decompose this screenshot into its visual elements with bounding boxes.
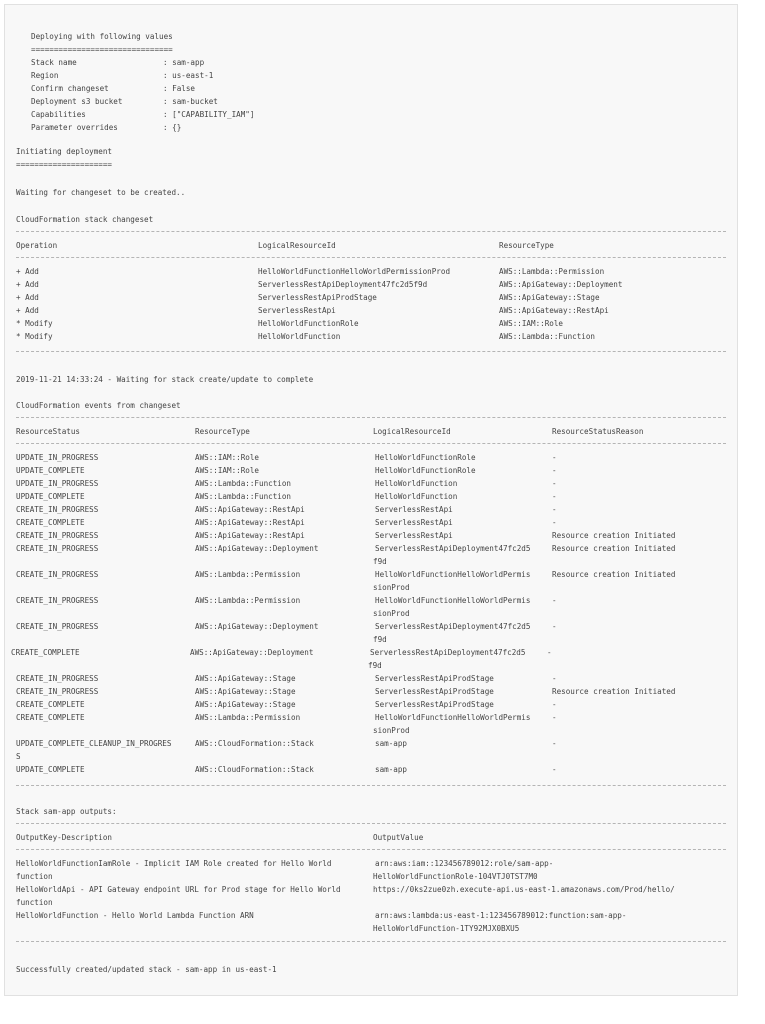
events-cell: ServerlessRestApiProdStage	[375, 674, 494, 683]
events-cell: ServerlessRestApiProdStage	[375, 687, 494, 696]
deploy-param-key: Deployment s3 bucket	[31, 97, 123, 106]
events-cell: ServerlessRestApi	[375, 505, 453, 514]
changeset-cell: AWS::ApiGateway::RestApi	[499, 306, 609, 315]
events-cell: Resource creation Initiated	[552, 570, 676, 579]
changeset-cell: AWS::IAM::Role	[499, 319, 564, 328]
events-cell: AWS::ApiGateway::RestApi	[195, 505, 305, 514]
events-cell: AWS::ApiGateway::RestApi	[195, 531, 305, 540]
events-cell: AWS::IAM::Role	[195, 453, 260, 462]
events-cell: AWS::ApiGateway::Deployment	[195, 544, 319, 553]
events-cell-wrap: sionProd	[373, 726, 410, 735]
changeset-cell: + Add	[16, 280, 39, 289]
changeset-cell: * Modify	[16, 332, 53, 341]
deploy-param-key: Stack name	[31, 58, 77, 67]
deploy-param-key: Confirm changeset	[31, 84, 109, 93]
output-key: function	[16, 898, 53, 907]
events-cell: HelloWorldFunction	[375, 492, 458, 501]
events-cell: ServerlessRestApiDeployment47fc2d5	[375, 622, 531, 631]
changeset-cell: + Add	[16, 306, 39, 315]
outputs-separator	[16, 941, 726, 942]
events-cell: HelloWorldFunctionRole	[375, 466, 476, 475]
events-cell: CREATE_IN_PROGRESS	[16, 687, 99, 696]
events-cell: -	[552, 700, 557, 709]
deploy-param-value: : us-east-1	[163, 71, 214, 80]
events-cell: ServerlessRestApi	[375, 531, 453, 540]
changeset-separator	[16, 257, 726, 258]
changeset-cell: HelloWorldFunctionRole	[258, 319, 359, 328]
changeset-cell: + Add	[16, 267, 39, 276]
events-cell: AWS::ApiGateway::Deployment	[190, 648, 314, 657]
events-cell: UPDATE_COMPLETE	[16, 765, 85, 774]
events-separator	[16, 417, 726, 418]
events-cell: AWS::ApiGateway::Stage	[195, 687, 296, 696]
events-header: ResourceType	[195, 427, 250, 436]
events-cell-wrap: f9d	[373, 635, 387, 644]
output-value: https://0ks2zue0zh.execute-api.us-east-1.amazonaws.com/Prod/hello/	[373, 885, 675, 894]
changeset-cell: * Modify	[16, 319, 53, 328]
deploy-param-value: : ["CAPABILITY_IAM"]	[163, 110, 255, 119]
output-value: arn:aws:iam::123456789012:role/sam-app-	[375, 859, 554, 868]
events-cell: CREATE_IN_PROGRESS	[16, 531, 99, 540]
events-cell: AWS::CloudFormation::Stack	[195, 765, 314, 774]
events-cell: UPDATE_COMPLETE_CLEANUP_IN_PROGRES	[16, 739, 172, 748]
changeset-cell: AWS::Lambda::Function	[499, 332, 596, 341]
changeset-title: CloudFormation stack changeset	[16, 215, 154, 224]
events-cell: CREATE_IN_PROGRESS	[16, 596, 99, 605]
events-cell: AWS::ApiGateway::Stage	[195, 700, 296, 709]
events-cell-wrap: S	[16, 752, 21, 761]
output-value: HelloWorldFunction-1TY92MJX0BXU5	[373, 924, 520, 933]
events-cell: Resource creation Initiated	[552, 544, 676, 553]
changeset-header: ResourceType	[499, 241, 554, 250]
initiating-underline: =====================	[16, 160, 113, 169]
events-header: ResourceStatus	[16, 427, 81, 436]
waiting-changeset: Waiting for changeset to be created..	[16, 188, 186, 197]
events-cell: sam-app	[375, 765, 408, 774]
events-cell: AWS::Lambda::Permission	[195, 713, 301, 722]
outputs-title: Stack sam-app outputs:	[16, 807, 117, 816]
events-cell: AWS::Lambda::Function	[195, 492, 292, 501]
events-cell: ServerlessRestApiDeployment47fc2d5	[375, 544, 531, 553]
changeset-separator	[16, 351, 726, 352]
events-cell: AWS::IAM::Role	[195, 466, 260, 475]
deploy-header: Deploying with following values	[31, 32, 173, 41]
outputs-header: OutputKey-Description	[16, 833, 113, 842]
events-cell: CREATE_COMPLETE	[16, 518, 85, 527]
deploy-underline: ===============================	[31, 45, 173, 54]
events-cell: CREATE_IN_PROGRESS	[16, 570, 99, 579]
events-cell: ServerlessRestApi	[375, 518, 453, 527]
events-cell: -	[552, 479, 557, 488]
outputs-header: OutputValue	[373, 833, 424, 842]
events-cell: ServerlessRestApiProdStage	[375, 700, 494, 709]
changeset-cell: AWS::ApiGateway::Deployment	[499, 280, 623, 289]
output-value: HelloWorldFunctionRole-104VTJ0TST7M0	[373, 872, 538, 881]
output-key: HelloWorldFunction - Hello World Lambda Function ARN	[16, 911, 254, 920]
events-cell: CREATE_IN_PROGRESS	[16, 544, 99, 553]
changeset-cell: HelloWorldFunction	[258, 332, 341, 341]
events-cell: ServerlessRestApiDeployment47fc2d5	[370, 648, 526, 657]
changeset-cell: ServerlessRestApi	[258, 306, 336, 315]
events-cell: -	[552, 622, 557, 631]
events-separator	[16, 443, 726, 444]
events-cell: CREATE_COMPLETE	[16, 700, 85, 709]
changeset-cell: AWS::ApiGateway::Stage	[499, 293, 600, 302]
changeset-cell: AWS::Lambda::Permission	[499, 267, 605, 276]
events-cell: -	[547, 648, 552, 657]
changeset-header: Operation	[16, 241, 58, 250]
deploy-param-key: Region	[31, 71, 59, 80]
events-cell: -	[552, 596, 557, 605]
deploy-param-value: : sam-app	[163, 58, 205, 67]
events-cell: -	[552, 466, 557, 475]
events-cell: -	[552, 505, 557, 514]
events-cell: UPDATE_IN_PROGRESS	[16, 479, 99, 488]
events-cell-wrap: f9d	[368, 661, 382, 670]
changeset-cell: ServerlessRestApiDeployment47fc2d5f9d	[258, 280, 428, 289]
events-cell: -	[552, 713, 557, 722]
events-cell: -	[552, 674, 557, 683]
events-cell: CREATE_COMPLETE	[11, 648, 80, 657]
events-cell-wrap: sionProd	[373, 583, 410, 592]
events-cell: Resource creation Initiated	[552, 687, 676, 696]
events-cell: HelloWorldFunctionHelloWorldPermis	[375, 570, 531, 579]
success-message: Successfully created/updated stack - sam-app in us-east-1	[16, 965, 277, 974]
deploy-param-value: : sam-bucket	[163, 97, 218, 106]
output-key: HelloWorldFunctionIamRole - Implicit IAM Role created for Hello World	[16, 859, 332, 868]
events-cell: CREATE_IN_PROGRESS	[16, 674, 99, 683]
events-cell: CREATE_COMPLETE	[16, 713, 85, 722]
events-cell: HelloWorldFunction	[375, 479, 458, 488]
events-cell: UPDATE_IN_PROGRESS	[16, 453, 99, 462]
deploy-param-key: Parameter overrides	[31, 123, 118, 132]
events-header: LogicalResourceId	[373, 427, 451, 436]
events-cell: AWS::Lambda::Permission	[195, 596, 301, 605]
events-cell: -	[552, 492, 557, 501]
deploy-param-value: : {}	[163, 123, 182, 132]
changeset-header: LogicalResourceId	[258, 241, 336, 250]
events-cell: Resource creation Initiated	[552, 531, 676, 540]
events-separator	[16, 785, 726, 786]
events-cell: AWS::ApiGateway::RestApi	[195, 518, 305, 527]
events-cell: -	[552, 518, 557, 527]
events-cell: UPDATE_COMPLETE	[16, 492, 85, 501]
events-cell: AWS::Lambda::Permission	[195, 570, 301, 579]
events-cell: HelloWorldFunctionRole	[375, 453, 476, 462]
events-cell: HelloWorldFunctionHelloWorldPermis	[375, 596, 531, 605]
events-title: CloudFormation events from changeset	[16, 401, 181, 410]
changeset-separator	[16, 231, 726, 232]
changeset-cell: HelloWorldFunctionHelloWorldPermissionProd	[258, 267, 451, 276]
events-cell: AWS::ApiGateway::Deployment	[195, 622, 319, 631]
changeset-cell: + Add	[16, 293, 39, 302]
events-cell: AWS::CloudFormation::Stack	[195, 739, 314, 748]
events-cell-wrap: f9d	[373, 557, 387, 566]
events-cell: AWS::Lambda::Function	[195, 479, 292, 488]
events-cell: -	[552, 739, 557, 748]
initiating-title: Initiating deployment	[16, 147, 113, 156]
events-cell: HelloWorldFunctionHelloWorldPermis	[375, 713, 531, 722]
events-header: ResourceStatusReason	[552, 427, 644, 436]
events-cell: CREATE_IN_PROGRESS	[16, 505, 99, 514]
events-cell: UPDATE_COMPLETE	[16, 466, 85, 475]
events-cell: AWS::ApiGateway::Stage	[195, 674, 296, 683]
output-value: arn:aws:lambda:us-east-1:123456789012:function:sam-app-	[375, 911, 627, 920]
deploy-param-key: Capabilities	[31, 110, 86, 119]
deploy-param-value: : False	[163, 84, 196, 93]
output-key: function	[16, 872, 53, 881]
events-cell: -	[552, 765, 557, 774]
changeset-cell: ServerlessRestApiProdStage	[258, 293, 377, 302]
waiting-stack: 2019-11-21 14:33:24 - Waiting for stack create/update to complete	[16, 375, 314, 384]
terminal-output-panel	[4, 4, 738, 996]
events-cell-wrap: sionProd	[373, 609, 410, 618]
outputs-separator	[16, 849, 726, 850]
outputs-separator	[16, 823, 726, 824]
events-cell: sam-app	[375, 739, 408, 748]
events-cell: CREATE_IN_PROGRESS	[16, 622, 99, 631]
events-cell: -	[552, 453, 557, 462]
output-key: HelloWorldApi - API Gateway endpoint URL for Prod stage for Hello World	[16, 885, 341, 894]
